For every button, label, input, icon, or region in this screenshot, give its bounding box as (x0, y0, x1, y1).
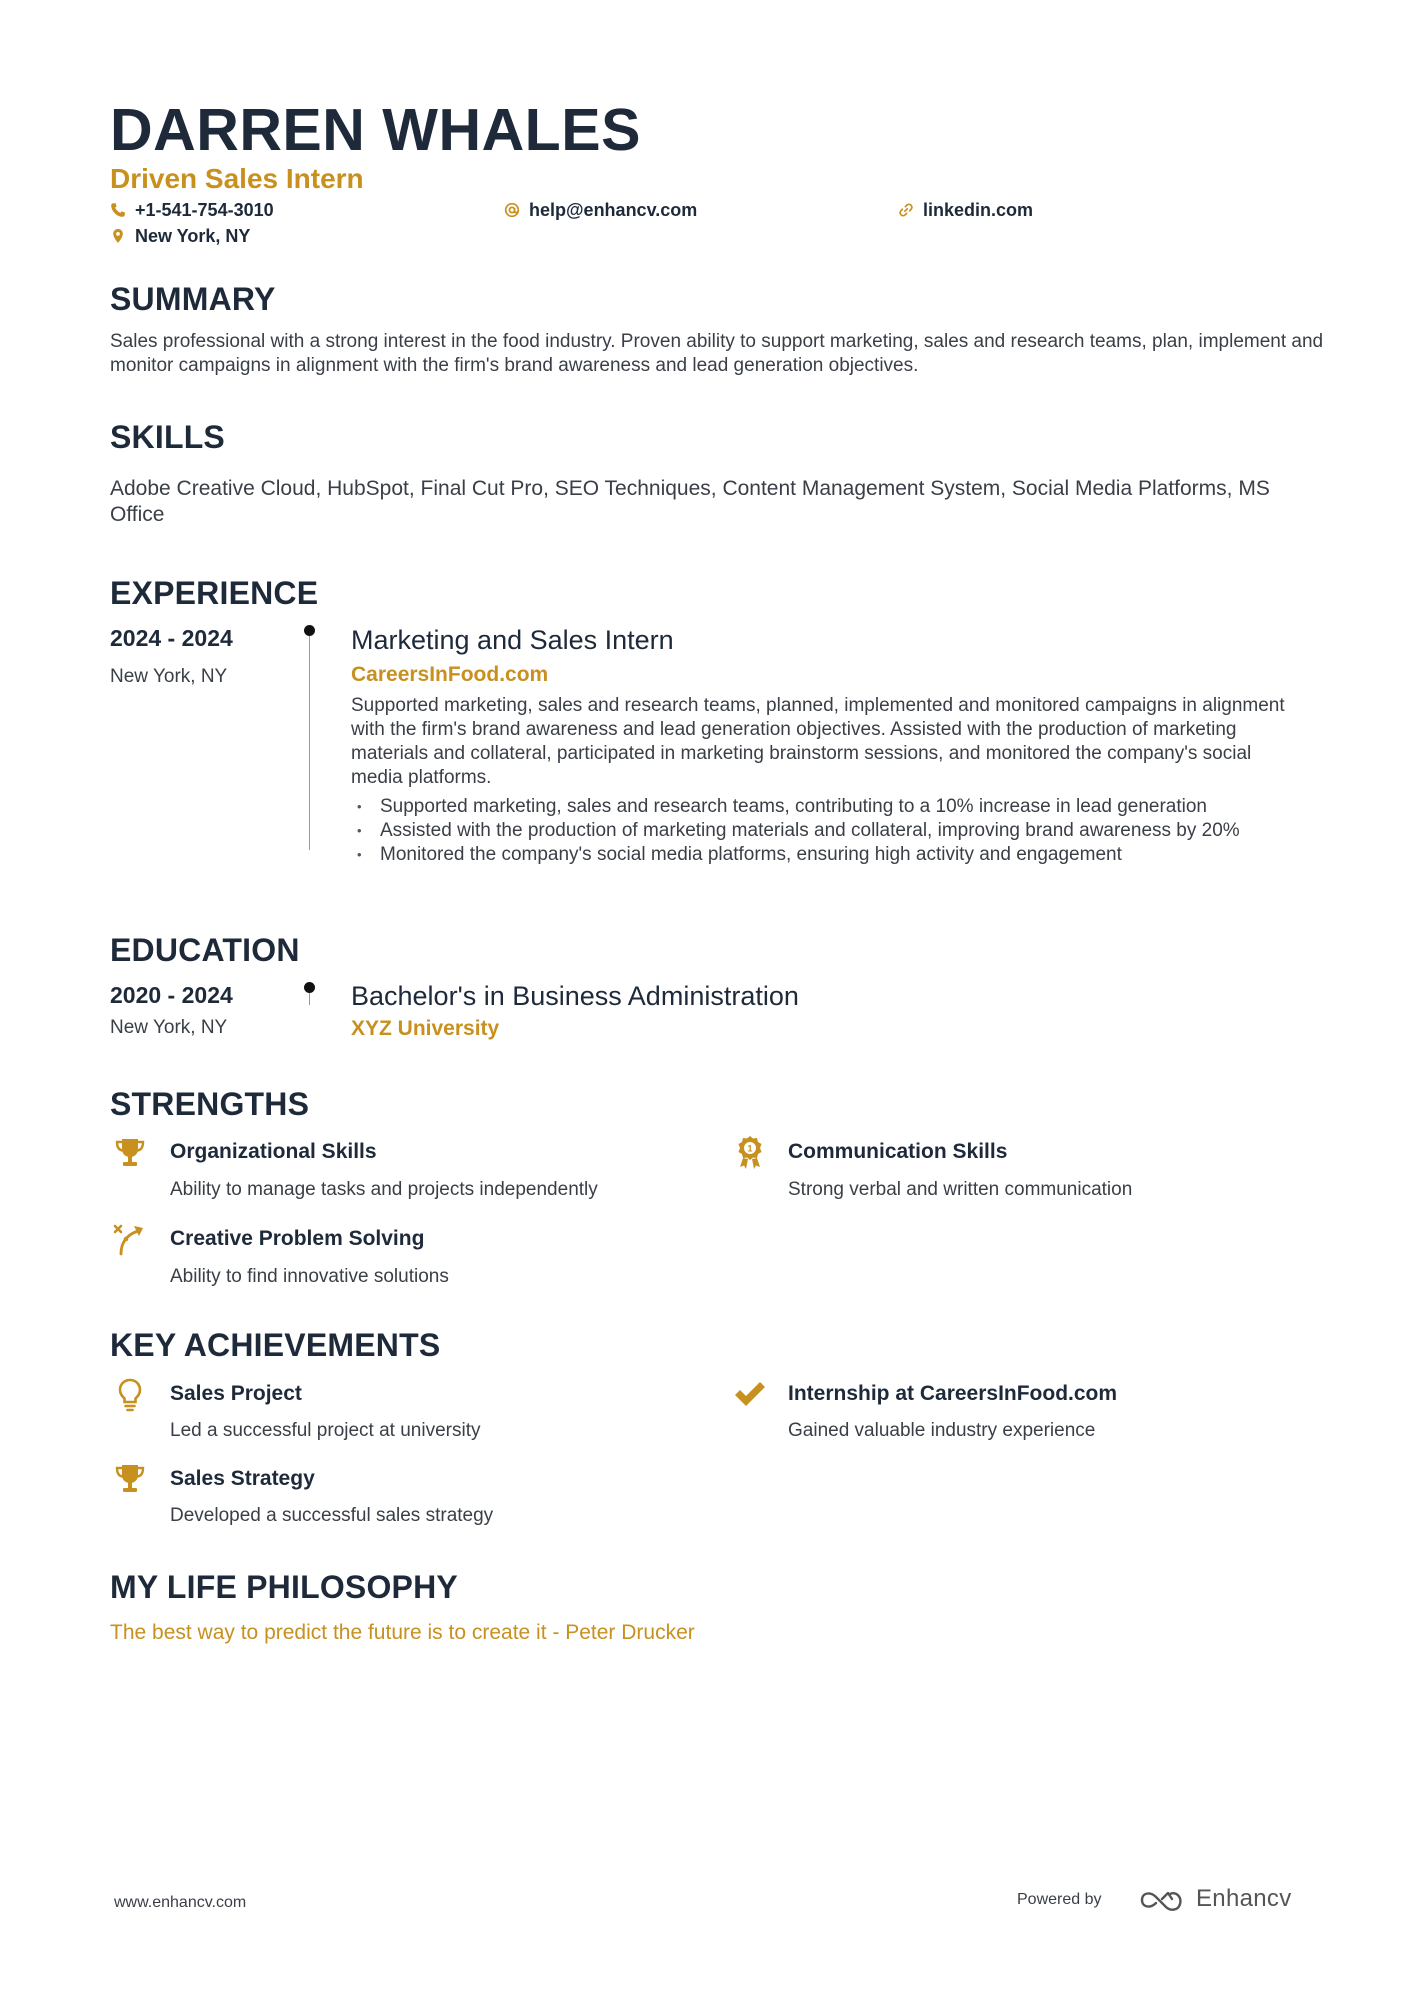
linkedin-text: linkedin.com (923, 200, 1034, 220)
achievement-desc: Led a successful project at university (170, 1420, 481, 1441)
link-icon (898, 202, 914, 218)
education-dates: 2020 - 2024 (110, 982, 233, 1008)
achievement-title: Sales Strategy (170, 1467, 315, 1490)
contact-email[interactable] (504, 199, 697, 221)
philosophy-quote: The best way to predict the future is to create it - Peter Drucker (110, 1621, 695, 1644)
award-ribbon-icon (732, 1134, 768, 1170)
summary-heading: SUMMARY (110, 281, 276, 317)
phone-text: +1-541-754-3010 (135, 200, 274, 220)
brand-name[interactable]: Enhancv (1196, 1885, 1292, 1912)
achievement-title: Sales Project (170, 1382, 302, 1405)
contact-linkedin[interactable] (898, 199, 1033, 221)
checkmark-icon (732, 1377, 768, 1413)
map-pin-icon (110, 228, 126, 244)
experience-role: Marketing and Sales Intern (351, 625, 674, 655)
bullet-item: • Monitored the company's social media platforms, ensuring high activity and engagement (351, 843, 1301, 867)
bullet-item: • Supported marketing, sales and research teams, contributing to a 10% increase in lead generation (351, 795, 1301, 819)
trophy-icon (112, 1135, 148, 1171)
strength-desc: Strong verbal and written communication (788, 1179, 1133, 1200)
svg-text:1: 1 (747, 1143, 753, 1154)
summary-text: Sales professional with a strong interest in the food industry. Proven ability to support marketing, sales and research teams, plan, implement and monitor campaigns in alignment with the firm's brand awareness and lead generation objectives. (110, 331, 1324, 376)
timeline-line (309, 636, 310, 850)
experience-heading: EXPERIENCE (110, 575, 319, 611)
achievements-heading: KEY ACHIEVEMENTS (110, 1327, 441, 1363)
powered-by-text: Powered by (1017, 1891, 1102, 1908)
phone-icon (110, 202, 126, 218)
achievement-desc: Developed a successful sales strategy (170, 1505, 494, 1526)
location-text: New York, NY (135, 226, 251, 246)
experience-company[interactable]: CareersInFood.com (351, 663, 549, 686)
timeline-line (309, 993, 310, 1005)
education-location: New York, NY (110, 1017, 228, 1038)
footer-url[interactable]: www.enhancv.com (114, 1894, 247, 1911)
education-heading: EDUCATION (110, 932, 300, 968)
experience-description: Supported marketing, sales and research teams, planned, implemented and monitored campaigns in alignment with the firm's brand awareness and lead generation objectives. Assisted with the production of marketing materials and collateral, participated in marketing brainstorm sessions, and monitored the company's social media platforms. (351, 695, 1285, 788)
contact-phone[interactable] (110, 199, 274, 221)
at-sign-icon (504, 202, 520, 218)
education-degree: Bachelor's in Business Administration (351, 981, 799, 1011)
strengths-heading: STRENGTHS (110, 1086, 310, 1122)
strength-title: Communication Skills (788, 1140, 1008, 1163)
strength-desc: Ability to manage tasks and projects independently (170, 1179, 598, 1200)
strength-desc: Ability to find innovative solutions (170, 1266, 449, 1287)
education-school: XYZ University (351, 1017, 500, 1040)
strategy-icon (112, 1221, 148, 1257)
skills-heading: SKILLS (110, 419, 225, 455)
bullet-item: • Assisted with the production of marketing materials and collateral, improving brand awareness by 20% (351, 819, 1301, 843)
experience-dates: 2024 - 2024 (110, 625, 233, 651)
achievement-title[interactable]: Internship at CareersInFood.com (788, 1382, 1118, 1405)
enhancv-logo-icon (1138, 1885, 1188, 1915)
experience-bullets (351, 795, 1301, 867)
philosophy-heading: MY LIFE PHILOSOPHY (110, 1569, 458, 1605)
timeline-dot (304, 982, 315, 993)
experience-location: New York, NY (110, 666, 228, 687)
strength-title: Organizational Skills (170, 1140, 377, 1163)
contact-location (110, 225, 250, 247)
strength-title: Creative Problem Solving (170, 1227, 425, 1250)
lightbulb-icon (112, 1377, 148, 1413)
timeline-dot (304, 625, 315, 636)
candidate-name: DARREN WHALES (110, 97, 641, 163)
email-text: help@enhancv.com (529, 200, 698, 220)
candidate-title: Driven Sales Intern (110, 163, 364, 194)
trophy-icon (112, 1461, 148, 1497)
skills-text: Adobe Creative Cloud, HubSpot, Final Cut Pro, SEO Techniques, Content Management System, Social Media Platforms, MS Office (110, 477, 1270, 526)
achievement-desc: Gained valuable industry experience (788, 1420, 1096, 1441)
